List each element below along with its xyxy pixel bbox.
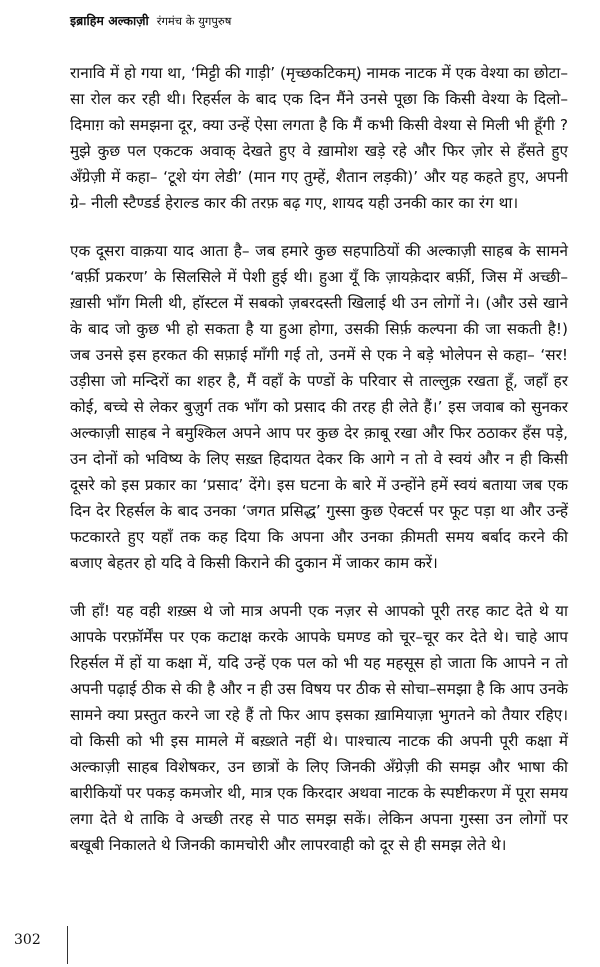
- paragraph-3: जी हाँ! यह वही शख़्स थे जो मात्र अपनी एक नज़र से आपको पूरी तरह काट देते थे या आपके परफ़ॉर्मेंस पर एक कटाक्ष करके आपके घमण्ड को चूर–चूर कर देते थे। चाहे आप रिहर्सल में हों या कक्षा में, यदि उन्हें एक पल को भी यह महसूस हो जाता कि आपने न तो अपनी पढ़ाई ठीक से की है और न ही उस विषय पर ठीक से सोचा–समझा है कि आप उनके सामने क्या प्रस्तुत करने जा रहे हैं तो फिर आप इसका ख़ामियाज़ा भुगतने को तैयार रहिए। वो किसी को भी इस मामले में बख़्शते नहीं थे। पाश्चात्य नाटक की अपनी पूरी कक्षा में अल्काज़ी साहब विशेषकर, उन छात्रों के लिए जिनकी अँग्रेज़ी की समझ और भाषा की बारीकियों पर पकड़ कमजोर थी, मात्र एक किरदार अथवा नाटक के स्पष्टीकरण में पूरा समय लगा देते थे ताकि वे अच्छी तरह से पाठ समझ सकें। लेकिन अपना गुस्सा उन लोगों पर बखूबी निकालते थे जिनकी कामचोरी और लापरवाही को दूर से ही समझ लेते थे।: [70, 602, 568, 854]
- running-head: [70, 12, 231, 30]
- page-rule-divider: [67, 926, 68, 964]
- paragraph-1: रानावि में हो गया था, ‘मिट्टी की गाड़ी’ (मृच्छकटिकम्) नामक नाटक में एक वेश्या का छोटा–सा रोल कर रही थी। रिहर्सल के बाद एक दिन मैंने उनसे पूछा कि किसी वेश्या के दिलो–दिमाग़ को समझना दूर, क्या उन्हें ऐसा लगता है कि मैं कभी किसी वेश्या से मिली भी हूँगी ? मुझे कुछ पल एकटक अवाक् देखते हुए वे ख़ामोश खड़े रहे और फिर ज़ोर से हँसते हुए अँग्रेज़ी में कहा– ‘टूशे यंग लेडी’ (मान गए तुम्हें, शैतान लड़की)’ और यह कहते हुए, अपनी ग्रे– नीली स्टैण्डर्ड हेराल्ड कार की तरफ़ बढ़ गए, शायद यही उनकी कार का रंग था।: [70, 64, 568, 212]
- body-text: [70, 60, 568, 880]
- book-subtitle: रंगमंच के युगपुरुष: [156, 14, 232, 28]
- page-number: 302: [14, 932, 41, 948]
- paragraph-2: एक दूसरा वाक़या याद आता है– जब हमारे कुछ सहपाठियों की अल्काज़ी साहब के सामने ‘बर्फ़ी प्रकरण’ के सिलसिले में पेशी हुई थी। हुआ यूँ कि ज़ायक़ेदार बर्फ़ी, जिस में अच्छी–ख़ासी भाँग मिली थी, हॉस्टल में सबको ज़बरदस्ती खिलाई थी उन लोगों ने। (और उसे खाने के बाद जो कुछ भी हो सकता है या हुआ होगा, उसकी सिर्फ़ कल्पना की जा सकती है!) जब उनसे इस हरकत की सफ़ाई माँगी गई तो, उनमें से एक ने बड़े भोलेपन से कहा– ‘सर! उड़ीसा जो मन्दिरों का शहर है, मैं वहाँ के पण्डों के परिवार से ताल्लुक़ रखता हूँ, जहाँ हर कोई, बच्चे से लेकर बुज़ुर्ग तक भाँग को प्रसाद की तरह ही लेते हैं।’ इस जवाब को सुनकर अल्काज़ी साहब ने बमुश्किल अपने आप पर कुछ देर क़ाबू रखा और फिर ठठाकर हँस पड़े, उन दोनों को भविष्य के लिए सख़्त हिदायत देकर कि आगे न तो वे स्वयं और न ही किसी दूसरे को इस प्रकार का ‘प्रसाद’ देंगे। इस घटना के बारे में उन्होंने हमें स्वयं बताया जब एक दिन देर रिहर्सल के बाद उनका ‘जगत प्रसिद्ध’ गुस्सा कुछ ऐक्टर्स पर फूट पड़ा था और उन्हें फटकारते हुए यहाँ तक कह दिया कि अपना और उनका क़ीमती समय बर्बाद करने की बजाए बेहतर हो यदि वे किसी किराने की दुकान में जाकर काम करें।: [70, 242, 568, 572]
- book-title: इब्राहिम अल्काज़ी: [70, 13, 149, 28]
